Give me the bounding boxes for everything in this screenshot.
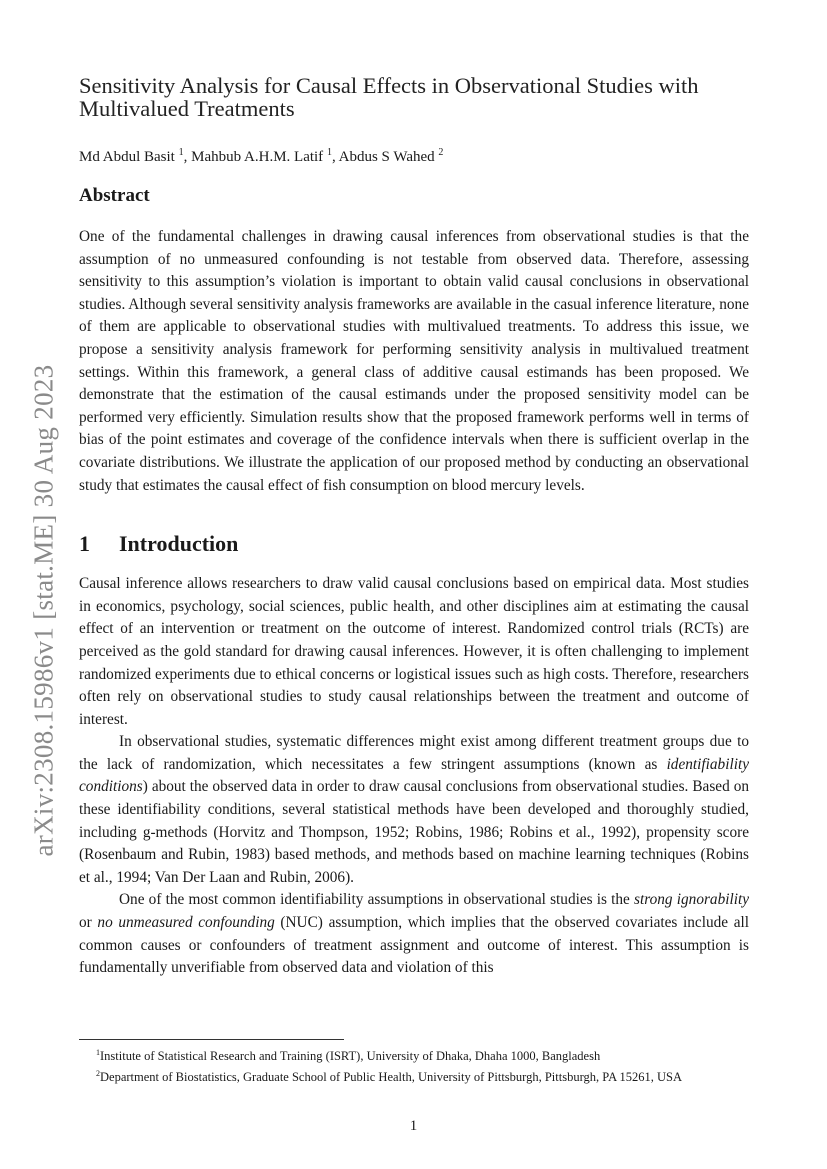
emphasized-term: identifiability conditions [79, 755, 749, 796]
footnote-mark: 2 [96, 1069, 100, 1079]
footnote-text: Institute of Statistical Research and Training (ISRT), University of Dhaka, Dhaha 1000, Bangladesh [100, 1049, 601, 1064]
abstract-heading: Abstract [79, 185, 150, 206]
section-heading [79, 531, 749, 557]
paragraph-text: (NUC) assumption, which implies that the observed covariates include all common causes or confounders of treatment assignment and outcome of interest. This assumption is fundamentally unverifiable from observed data and violation of this [79, 914, 749, 977]
page-number: 1 [409, 1118, 418, 1134]
footnote [79, 1044, 749, 1065]
paragraph-text: In observational studies, systematic differences might exist among different treatment groups due to the lack of randomization, which necessitates a few stringent assumptions (known as [79, 733, 749, 773]
emphasized-term: no unmeasured confounding [97, 914, 275, 932]
paragraph-text: ) about the observed data in order to draw causal conclusions from observational studies. Based on these identifiability conditions, several statistical methods have been developed and thoroughly studied, including g-methods (Horvitz and Thompson, 1952; Robins, 1986; Robins et al., 1992), propensity score (Rosenbaum and Rubin, 1983) based methods, and methods based on machine learning techniques (Robins et al., 1994; Van Der Laan and Rubin, 2006). [79, 778, 749, 886]
author-name: Md Abdul Basit [79, 149, 175, 165]
paper-body [79, 74, 749, 980]
affiliation-mark: 1 [326, 147, 332, 158]
footnotes [79, 1039, 749, 1086]
affiliation-mark: 1 [178, 147, 184, 158]
author-name: Abdus S Wahed [338, 149, 435, 165]
section-number: 1 [79, 531, 90, 557]
arxiv-identifier: arXiv:2308.15986v1 [stat.ME] 30 Aug 2023 [28, 364, 59, 856]
emphasized-term: strong ignorability [634, 891, 750, 909]
abstract-text: One of the fundamental challenges in drawing causal inferences from observational studies is that the assumption of no unmeasured confounding is not testable from observed data. Therefore, assessing sensitivity to this assumption’s violation is important to obtain valid causal conclusions in observational studies. Although several sensitivity analysis frameworks are available in the casual inference literature, none of them are applicable to observational studies with multivalued treatments. To address this issue, we propose a sensitivity analysis framework for performing sensitivity analysis in multivalued treatment settings. Within this framework, a general class of additive causal estimands has been proposed. We demonstrate that the estimation of the causal estimands under the proposed sensitivity model can be performed very efficiently. Simulation results show that the proposed framework performs well in terms of bias of the point estimates and coverage of the confidence intervals when there is sufficient overlap in the covariate distributions. We illustrate the application of our proposed method by conducting an observational study that estimates the causal effect of fish consumption on blood mercury levels. [79, 228, 749, 494]
footnote [79, 1065, 749, 1086]
author-name: Mahbub A.H.M. Latif [191, 149, 324, 165]
affiliation-mark: 2 [438, 147, 444, 158]
author-list: Md Abdul Basit $^1$, Mahbub A.H.M. Latif $^1$, Abdus S Wahed $^2$ [79, 147, 444, 165]
footnote-rule [79, 1039, 344, 1040]
intro-paragraph-3 [79, 889, 749, 979]
footnote-mark: 1 [96, 1048, 100, 1057]
section-title: Introduction [119, 531, 239, 557]
paragraph-text: One of the most common identifiability assumptions in observational studies is the [119, 891, 635, 909]
arxiv-sidebar-stamp [22, 350, 66, 870]
intro-paragraph-2 [79, 731, 749, 889]
paragraph-text: or [79, 914, 98, 932]
paper-title: Sensitivity Analysis for Causal Effects in Observational Studies with Multivalued Treatments [79, 73, 699, 121]
intro-paragraph-1: Causal inference allows researchers to draw valid causal conclusions based on empirical data. Most studies in economics, psychology, social sciences, public health, and other disciplines aim at estimating the causal effect of an intervention or treatment on the outcome of interest. Randomized control trials (RCTs) are perceived as the gold standard for drawing causal inferences. However, it is often challenging to implement randomized experiments due to ethical concerns or logistical issues such as high costs. Therefore, researchers often rely on observational studies to study causal relationships between the treatment and outcome of interest. [79, 575, 750, 728]
footnote-text: Department of Biostatistics, Graduate School of Public Health, University of Pittsburgh, Pittsburgh, PA 15261, USA [100, 1070, 683, 1085]
